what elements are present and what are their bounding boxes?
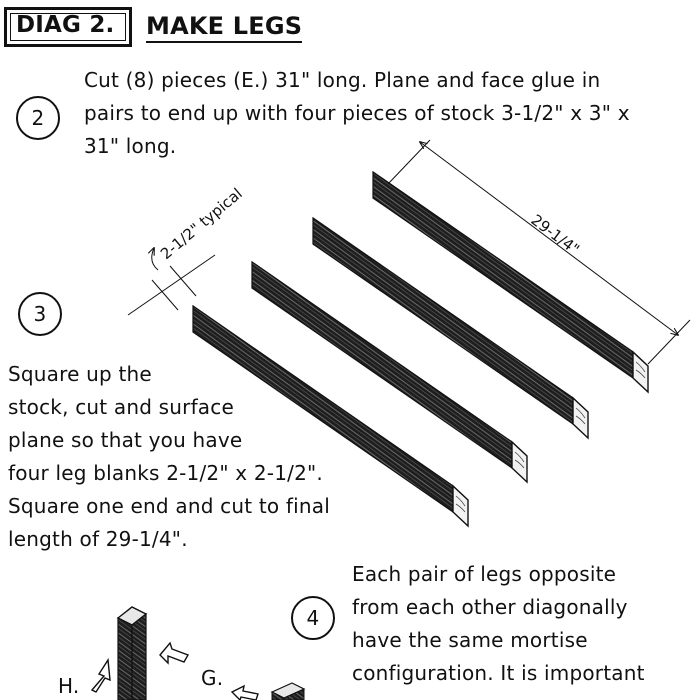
step-3-line: length of 29-1/4". bbox=[8, 527, 188, 551]
step-2-line: pairs to end up with four pieces of stock 3-1/2" x 3" x bbox=[84, 101, 630, 125]
step-3-line: stock, cut and surface bbox=[8, 395, 234, 419]
step-4-line: from each other diagonally bbox=[352, 595, 628, 619]
step-3-line: plane so that you have bbox=[8, 428, 243, 452]
label-g: G. bbox=[201, 666, 224, 690]
step-4-line: configuration. It is important bbox=[352, 661, 645, 685]
length-dimension bbox=[388, 140, 690, 364]
step-3-line: Square up the bbox=[8, 362, 152, 386]
mortise-arrow-h bbox=[92, 660, 110, 692]
step-2-line: Cut (8) pieces (E.) 31" long. Plane and face glue in bbox=[84, 68, 601, 92]
section-dimension bbox=[128, 184, 246, 315]
leg-piece-partial bbox=[272, 683, 304, 700]
length-dimension-label: 29-1/4" bbox=[527, 210, 583, 259]
step-3-line: four leg blanks 2-1/2" x 2-1/2". bbox=[8, 461, 323, 485]
mortise-arrow-lower bbox=[232, 686, 258, 700]
step-3-line: Square one end and cut to final bbox=[8, 494, 330, 518]
step-2-number: 2 bbox=[31, 106, 45, 130]
step-4-line: have the same mortise bbox=[352, 628, 588, 652]
step-4-number: 4 bbox=[306, 606, 320, 630]
upright-leg bbox=[118, 607, 146, 700]
step-3-number: 3 bbox=[33, 302, 47, 326]
step-2-line: 31" long. bbox=[84, 134, 177, 158]
label-h: H. bbox=[58, 674, 80, 698]
step-4-line: Each pair of legs opposite bbox=[352, 562, 617, 586]
diagram-title: MAKE LEGS bbox=[146, 12, 302, 43]
diagram-number: DIAG 2. bbox=[16, 12, 115, 38]
mortise-arrow-g bbox=[160, 643, 188, 663]
section-dimension-label: 2-1/2" typical bbox=[157, 184, 246, 264]
